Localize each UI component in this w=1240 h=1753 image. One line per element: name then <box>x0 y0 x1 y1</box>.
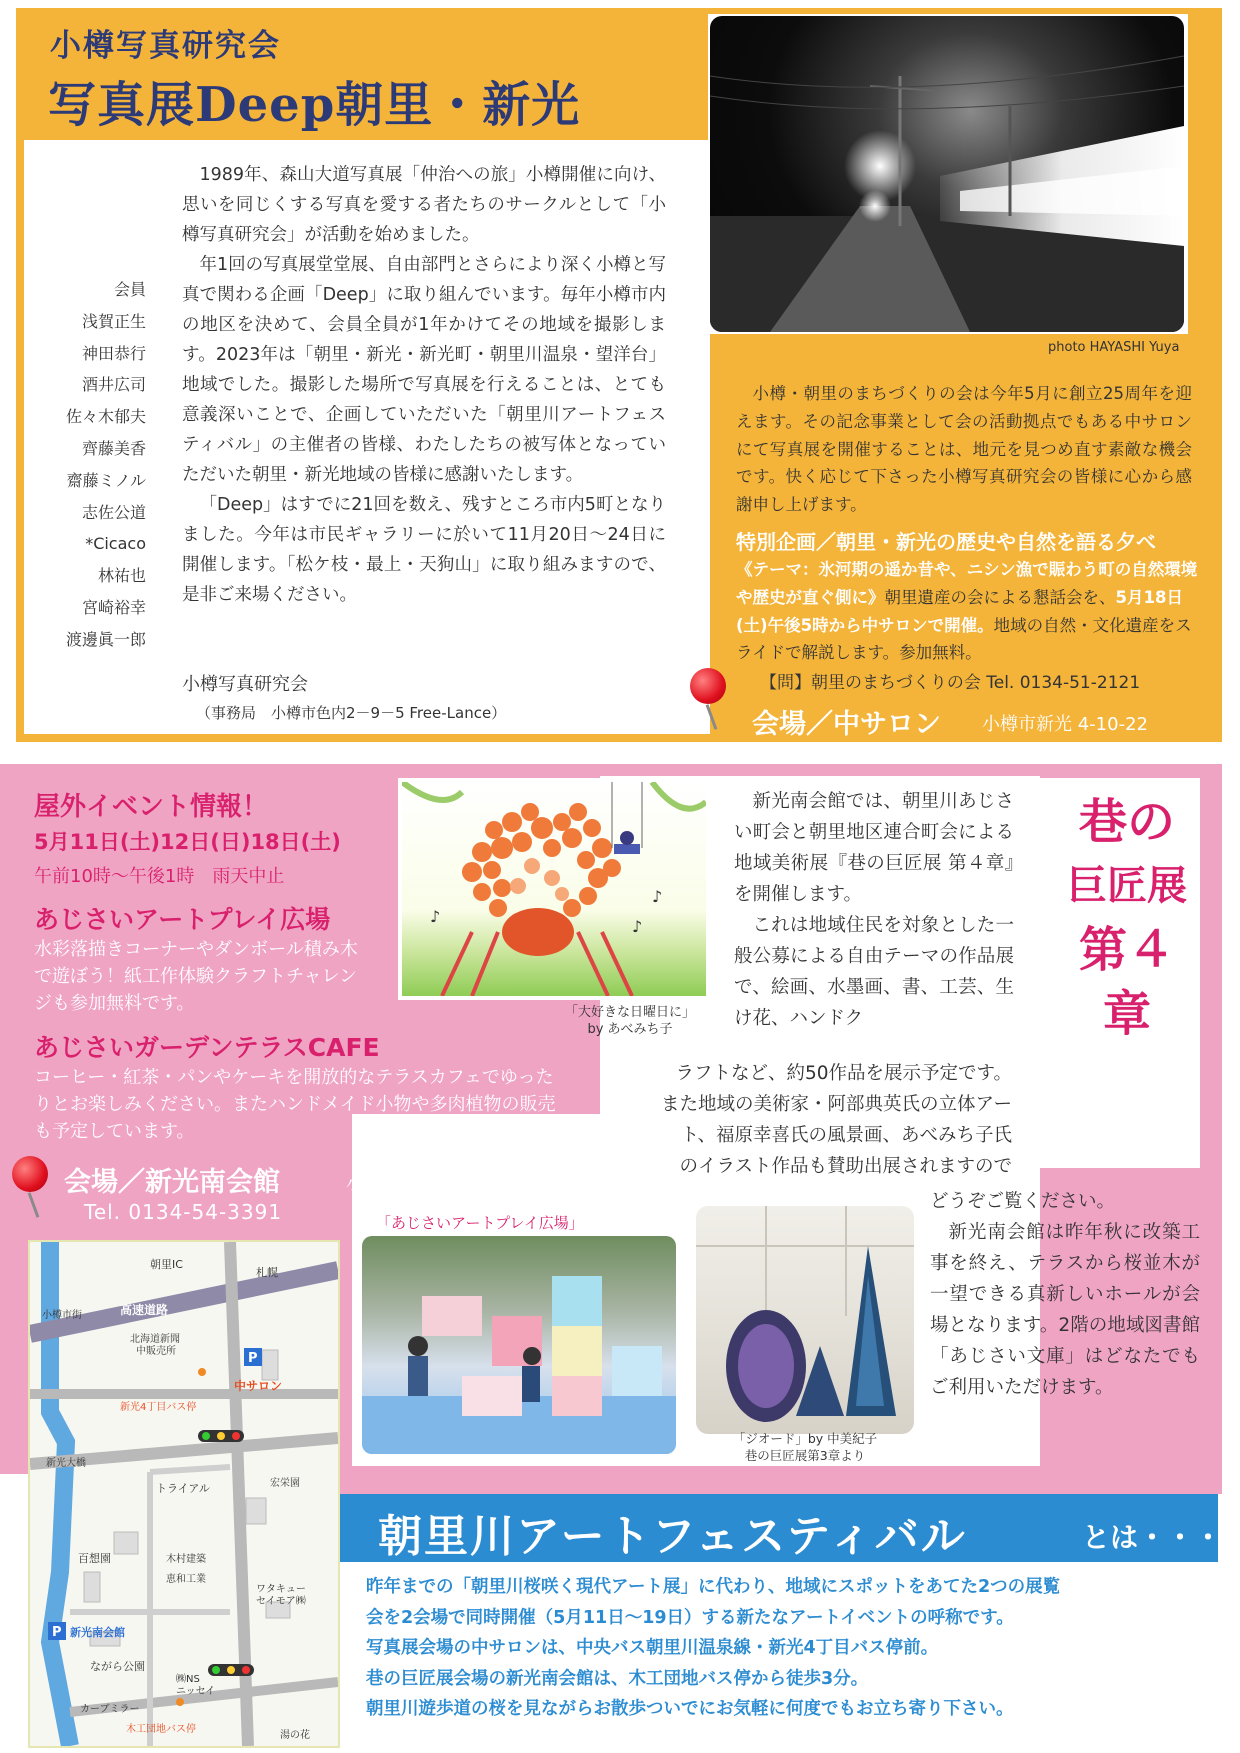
event-time: 午前10時～午後1時 雨天中止 <box>34 866 285 887</box>
map-label: 小樽市街 <box>42 1310 82 1321</box>
art-play-photo-label: 「あじさいアートプレイ広場」 <box>376 1214 584 1232</box>
illustration-artist: by あべみち子 <box>587 1022 673 1037</box>
map-label: 新光大橋 <box>46 1458 86 1469</box>
description-line: 巷の巨匠展会場の新光南会館は、木工団地バス停から徒歩3分。 <box>366 1668 869 1689</box>
article-line: また地域の美術家・阿部典英氏の立体アー <box>661 1094 1012 1115</box>
night-photo-art <box>710 16 1184 332</box>
member-name: 林祐也 <box>97 566 146 586</box>
map-label: ㈱NS <box>176 1674 200 1685</box>
special-text: 地域の自然・文化遺産をスライドで解説します。参加無料。 <box>736 615 1192 663</box>
pin-head <box>690 668 726 704</box>
festival-title: 朝里川アートフェスティバル <box>378 1511 967 1562</box>
map-label: 北海道新聞 <box>130 1334 180 1345</box>
svg-text:P: P <box>52 1625 62 1640</box>
member-name: 志佐公道 <box>81 502 146 522</box>
vertical-title-line: 巷の <box>1078 794 1175 850</box>
venue2-tel: Tel. 0134-54-3391 <box>84 1200 283 1224</box>
article-line: どうぞご覧ください。 <box>930 1191 1116 1212</box>
event-dates: 5月11日(土)12日(日)18日(土) <box>34 830 341 854</box>
main-title: 写真展Deep朝里・新光 <box>48 77 581 133</box>
map-label: ニッセイ <box>176 1686 216 1697</box>
notice-text <box>736 380 1192 519</box>
description-line: 写真展会場の中サロンは、中央バス朝里川温泉線・新光4丁目バス停前。 <box>366 1638 939 1658</box>
parking-label: P <box>248 1351 258 1366</box>
special-event-title: 特別企画／朝里・新光の歴史や自然を語る夕べ <box>736 530 1156 554</box>
special-event-body <box>736 556 1198 667</box>
illustration-caption <box>560 1004 700 1038</box>
outdoor-title: 屋外イベント情報！ <box>34 792 269 822</box>
geode-source: 巷の巨匠展第3章より <box>744 1448 866 1463</box>
intro-paragraph: 「Deep」はすでに21回を数え、残すところ市内5町となりました。今年は市民ギャラリーに於いて11月20日～24日に開催します。「松ケ枝・最上・天狗山」に取り組みますので、是非ご来場ください。 <box>182 495 666 605</box>
illustration-title: 「大好きな日曜日に」 <box>564 1005 695 1020</box>
article-paragraph: 新光南会館は昨年秋に改築工事を終え、テラスから桜並木が一望できる真新しいホールが会場となります。2階の地域図書館「あじさい文庫」はどなたでもご利用いただけます。 <box>930 1222 1200 1398</box>
map-label: 宏栄園 <box>270 1478 300 1489</box>
inquiry: 【問】朝里のまちづくりの会 Tel. 0134-51-2121 <box>760 673 1141 693</box>
pin-needle <box>706 704 718 729</box>
special-theme: 《テーマ：氷河期の遥か昔や、ニシン漁で賑わう町の自然環境や歴史が直ぐ側に》 <box>736 560 1198 607</box>
festival-description <box>366 1572 1216 1725</box>
illustration <box>402 782 706 996</box>
member-name: 宮崎裕幸 <box>81 597 146 617</box>
svg-text:♪: ♪ <box>652 887 663 906</box>
art-play-photo <box>362 1236 676 1454</box>
member-name: 齋藤ミノル <box>66 470 146 490</box>
org-name: 小樽写真研究会 <box>50 28 281 64</box>
special-date: 5月18日(土)午後5時から中サロンで開催。 <box>736 587 1183 635</box>
member-name: 佐々木郁夫 <box>65 407 146 427</box>
vertical-title <box>1062 790 1192 1046</box>
art-play-photo-art <box>362 1236 676 1454</box>
vertical-title-line: 巨匠展 <box>1067 863 1187 909</box>
illustration-art <box>402 782 706 996</box>
venue2-label: 会場／新光南会館 <box>64 1167 280 1198</box>
cafe-body: コーヒー・紅茶・パンやケーキを開放的なテラスカフェでゆったりとお楽しみください。またハンドメイド小物や多肉植物の販売も予定しています。 <box>34 1067 556 1142</box>
notice-paragraph: 小樽・朝里のまちづくりの会は今年5月に創立25周年を迎えます。その記念事業として会の活動拠点でもある中サロンにて写真展を開催することは、地元を見つめ直す素敵な機会です。快く応じて下さった小樽写真研究会の皆様に心から感謝申し上げます。 <box>736 384 1192 515</box>
venue-label: 会場／中サロン <box>752 709 941 740</box>
description-line: 朝里川遊歩道の桜を見ながらお散歩ついでにお気軽に何度でもお立ち寄り下さい。 <box>366 1699 1014 1719</box>
article-paragraph: これは地域住民を対象とした一般公募による自由テーマの作品展で、絵画、水墨画、書、工芸、生け花、ハンドク <box>734 915 1014 1029</box>
map-label: 木工団地バス停 <box>126 1724 196 1735</box>
venue2-address: 小樽市新光 5-5-7 <box>346 1174 490 1195</box>
map-label: 恵和工業 <box>166 1574 206 1585</box>
geode-title: 「ジオード」by 中美紀子 <box>732 1431 878 1446</box>
access-map <box>28 1240 340 1748</box>
pin-head <box>12 1156 48 1192</box>
intro-paragraph: 年1回の写真展堂堂展、自由部門とさらにより深く小樽と写真で関わる企画「Deep」に取り組んでいます。毎年小樽市内の地区を決めて、会員全員が1年かけてその地域を撮影します。2023年は「朝里・新光・新光町・朝里川温泉・望洋台」地域でした。撮影した場所で写真展を行えることは、とても意義深いことで、企画していただいた「朝里川アートフェスティバル」の主催者の皆様、わたしたちの被写体となっていただいた朝里・新光地域の皆様に感謝いたします。 <box>182 255 666 485</box>
svg-text:♪: ♪ <box>430 907 441 926</box>
map-label: 百想園 <box>78 1552 111 1565</box>
geode-caption <box>700 1430 910 1464</box>
venue-address: 小樽市新光 4-10-22 <box>982 714 1148 735</box>
map-label: 湯の花 <box>280 1730 310 1741</box>
vertical-title-line: 第４章 <box>1078 922 1175 1042</box>
intro-text <box>182 160 666 610</box>
member-name: 酒井広司 <box>81 375 146 395</box>
map-art <box>30 1242 338 1746</box>
map-label: 朝里IC <box>150 1258 183 1271</box>
map-label: 札幌 <box>256 1266 278 1279</box>
member-name: *Cicaco <box>85 534 146 554</box>
pin-needle <box>28 1192 40 1217</box>
map-label: カーブミラー <box>80 1704 140 1715</box>
article-paragraph: 新光南会館では、朝里川あじさい町会と朝里地区連合町会による地域美術展『巷の巨匠展 第４章』を開催します。 <box>734 791 1014 905</box>
member-list <box>56 274 146 656</box>
geode-photo-art <box>696 1206 914 1434</box>
article-wide-lines <box>608 1058 1012 1182</box>
office-address: （事務局 小樽市色内2－9－5 Free-Lance） <box>196 704 507 722</box>
night-train-photo <box>710 16 1184 332</box>
geode-photo <box>696 1206 914 1434</box>
map-label: 木村建築 <box>166 1554 206 1565</box>
svg-text:♪: ♪ <box>632 917 643 936</box>
article-tail <box>930 1186 1200 1403</box>
signature: 小樽写真研究会 <box>182 674 308 695</box>
map-label: 中販売所 <box>136 1346 176 1357</box>
article-line: のイラスト作品も賛助出展されますので <box>679 1156 1012 1177</box>
art-play-title: あじさいアートプレイ広場 <box>34 905 331 934</box>
intro-paragraph: 1989年、森山大道写真展「仲治への旅」小樽開催に向け、思いを同じくする写真を愛する者たちのサークルとして「小樽写真研究会」が活動を始めました。 <box>182 165 666 245</box>
map-label: 中サロン <box>234 1379 283 1393</box>
description-line: 会を2会場で同時開催（5月11日～19日）する新たなアートイベントの呼称です。 <box>366 1607 1014 1628</box>
special-text: 朝里遺産の会による懇話会を、 <box>884 587 1116 607</box>
photo-credit: photo HAYASHI Yuya <box>1048 340 1180 355</box>
map-label: ながら公園 <box>90 1660 145 1673</box>
map-label: セイモア㈱ <box>256 1596 306 1607</box>
pin-icon <box>12 1156 48 1218</box>
article-line: ラフトなど、約50作品を展示予定です。 <box>675 1063 1012 1084</box>
map-label: 高速道路 <box>120 1303 169 1317</box>
member-name: 浅賀正生 <box>81 311 146 331</box>
article-text <box>734 786 1014 1034</box>
member-label: 会員 <box>113 280 146 299</box>
description-line: 昨年までの「朝里川桜咲く現代アート展」に代わり、地域にスポットをあてた2つの展覧 <box>366 1577 1061 1597</box>
pink-strip <box>340 1466 1222 1494</box>
article-line: ト、福原幸喜氏の風景画、あべみち子氏 <box>680 1125 1012 1146</box>
festival-title-suffix: とは・・・ <box>1082 1521 1223 1554</box>
member-name: 渡邊眞一郎 <box>65 629 146 649</box>
member-name: 齊藤美香 <box>81 438 146 458</box>
map-label: 新光南会館 <box>70 1626 125 1639</box>
cafe-title: あじさいガーデンテラスCAFE <box>34 1033 380 1062</box>
map-label: ワタキュー <box>256 1584 306 1595</box>
map-label: 新光4丁目バス停 <box>120 1402 197 1413</box>
member-name: 神田恭行 <box>81 343 146 363</box>
art-play-body: 水彩落描きコーナーやダンボール積み木で遊ぼう！紙工作体験クラフトチャレンジも参加無料です。 <box>34 939 358 1014</box>
pin-icon <box>690 668 726 730</box>
map-label: トライアル <box>156 1482 210 1495</box>
